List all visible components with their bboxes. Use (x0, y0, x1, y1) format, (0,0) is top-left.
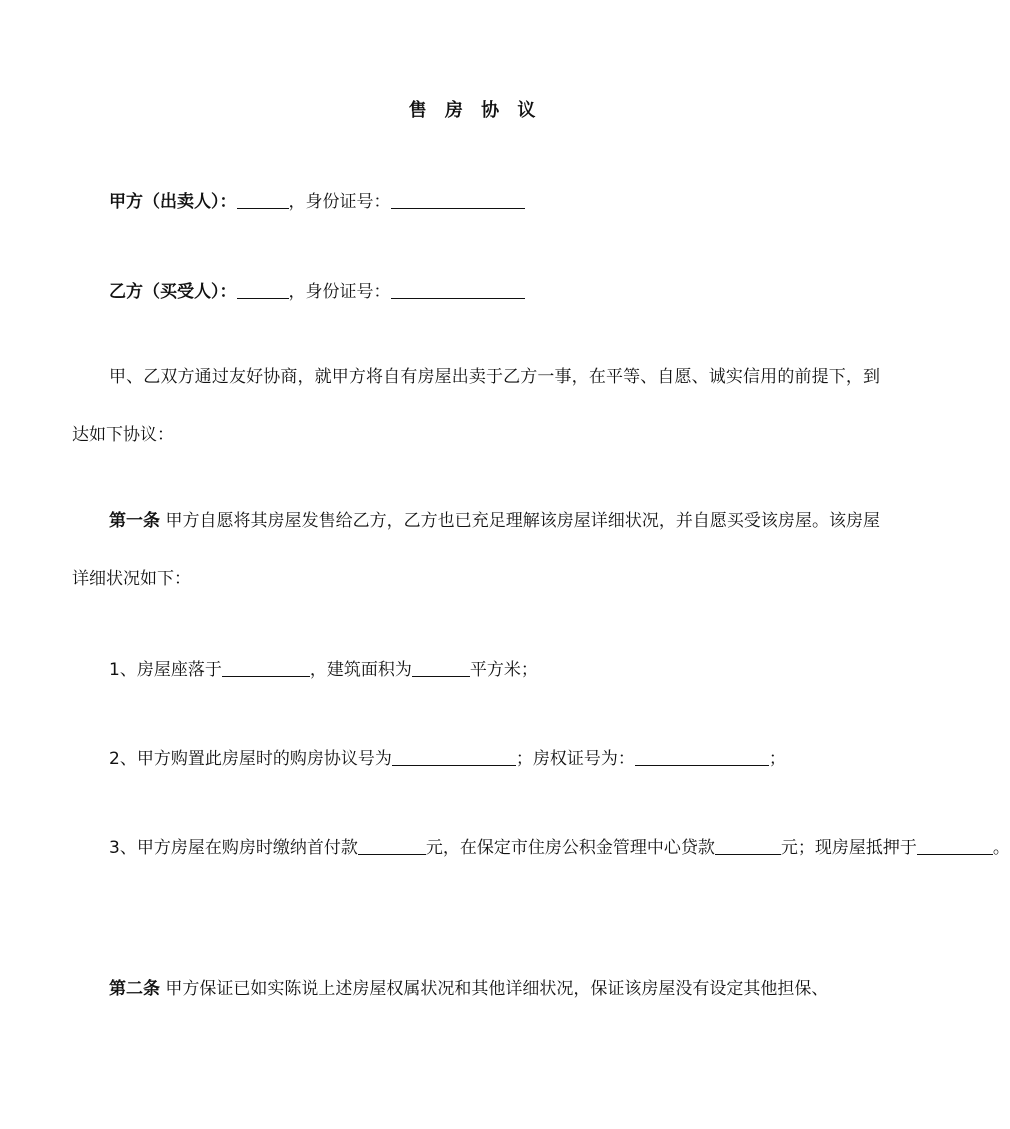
article-2-heading: 第二条 (109, 979, 160, 999)
party-a-id-blank (391, 190, 525, 209)
item-1-location-label: 1、房屋座落于 (109, 660, 222, 680)
item-3-down-payment-label: 3、甲方房屋在购房时缴纳首付款 (109, 838, 358, 858)
item-1-area-blank (412, 658, 470, 677)
item-1-area-label: ，建筑面积为 (309, 660, 412, 680)
item-2-end: ； (768, 749, 786, 769)
item-1-line (109, 655, 538, 680)
item-3-end: 。 (992, 838, 1010, 858)
party-a-id-label: ，身份证号： (288, 192, 391, 212)
article-1-heading: 第一条 (109, 511, 161, 531)
item-2-contract-blank (392, 747, 516, 766)
party-b-line (109, 277, 525, 302)
document-title: 售 房 协 议 (408, 100, 542, 121)
party-a-line (109, 187, 525, 212)
item-2-contract-label: 2、甲方购置此房屋时的购房协议号为 (109, 749, 392, 769)
item-3-loan-blank (715, 836, 781, 855)
intro-paragraph: 甲、乙双方通过友好协商，就甲方将自有房屋出卖于乙方一事，在平等、自愿、诚实信用的前提下，到达如下协议： (72, 367, 880, 445)
article-2-paragraph (72, 960, 880, 1018)
item-1-unit: 平方米； (469, 660, 538, 680)
article-2-text: 甲方保证已如实陈说上述房屋权属状况和其他详细状况，保证该房屋没有设定其他担保、 (160, 979, 829, 999)
party-a-label: 甲方（出卖人）： (109, 192, 237, 212)
article-1-paragraph (72, 492, 880, 608)
item-1-location-blank (222, 658, 310, 677)
item-2-cert-blank (635, 747, 769, 766)
item-3-mortgage-blank (917, 836, 993, 855)
party-b-name-blank (237, 280, 289, 299)
party-b-label: 乙方（买受人）： (109, 282, 237, 302)
party-b-id-blank (391, 280, 525, 299)
item-3-loan-label: 元，在保定市住房公积金管理中心贷款 (425, 838, 715, 858)
item-3-line (109, 833, 1010, 858)
party-a-name-blank (237, 190, 289, 209)
item-2-line (109, 744, 786, 769)
item-3-mortgage-label: 元；现房屋抵押于 (780, 838, 917, 858)
item-2-cert-label: ；房权证号为： (515, 749, 635, 769)
party-b-id-label: ，身份证号： (288, 282, 391, 302)
article-1-text: 甲方自愿将其房屋发售给乙方，乙方也已充足理解该房屋详细状况，并自愿买受该房屋。该房屋详细状况如下： (72, 511, 881, 589)
item-3-down-payment-blank (358, 836, 426, 855)
